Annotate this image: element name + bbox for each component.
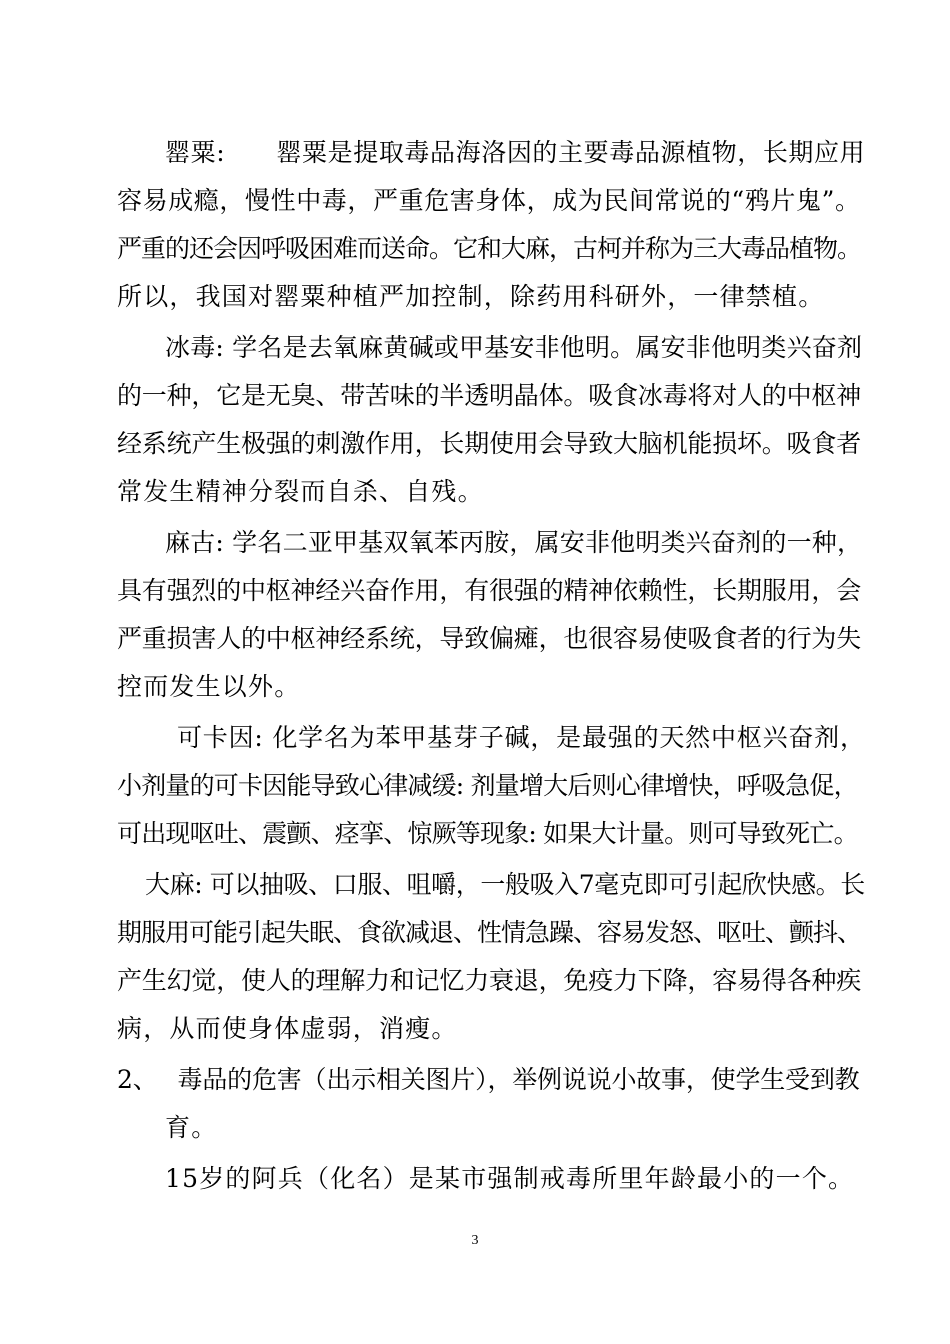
text-line: 罂粟: 罂粟是提取毒品海洛因的主要毒品源植物，长期应用 bbox=[165, 138, 866, 167]
text-line: 麻古: 学名二亚甲基双氧苯丙胺，属安非他明类兴奋剂的一种， bbox=[165, 528, 863, 557]
text-line: 常发生精神分裂而自杀、自残。 bbox=[117, 477, 484, 506]
text-line: 控而发生以外。 bbox=[117, 672, 301, 701]
text-line: 2、 毒品的危害（出示相关图片），举例说说小故事，使学生受到教 bbox=[117, 1065, 860, 1094]
text-line: 大麻: 可以抽吸、口服、咀嚼，一般吸入7毫克即可引起欣快感。长 bbox=[145, 870, 865, 899]
text-line: 的一种，它是无臭、带苦味的半透明晶体。吸食冰毒将对人的中枢神 bbox=[117, 381, 862, 410]
text-line: 小剂量的可卡因能导致心律减缓: 剂量增大后则心律增快，呼吸急促， bbox=[117, 771, 858, 800]
text-line: 严重损害人的中枢神经系统，导致偏瘫，也很容易使吸食者的行为失 bbox=[117, 624, 862, 653]
page-number: 3 bbox=[471, 1233, 479, 1248]
text-line: 经系统产生极强的刺激作用，长期使用会导致大脑机能损坏。吸食者 bbox=[117, 429, 862, 458]
text-line: 可出现呕吐、震颤、痉挛、惊厥等现象: 如果大计量。则可导致死亡。 bbox=[117, 819, 858, 848]
text-line: 可卡因: 化学名为苯甲基芽子碱，是最强的天然中枢兴奋剂， bbox=[177, 723, 866, 752]
text-line: 期服用可能引起失眠、食欲减退、性情急躁、容易发怒、呕吐、颤抖、 bbox=[117, 918, 862, 947]
text-line: 病，从而使身体虚弱，消瘦。 bbox=[117, 1014, 458, 1043]
text-line: 产生幻觉，使人的理解力和记忆力衰退，免疫力下降，容易得各种疾 bbox=[117, 966, 862, 995]
text-line: 冰毒: 学名是去氧麻黄碱或甲基安非他明。属安非他明类兴奋剂 bbox=[165, 333, 863, 362]
text-line: 所以，我国对罂粟种植严加控制，除药用科研外，一律禁植。 bbox=[117, 282, 825, 311]
text-line: 具有强烈的中枢神经兴奋作用，有很强的精神依赖性，长期服用，会 bbox=[117, 576, 862, 605]
text-line: 15岁的阿兵（化名）是某市强制戒毒所里年龄最小的一个。 bbox=[165, 1164, 855, 1193]
text-line: 育。 bbox=[165, 1113, 218, 1142]
text-line: 容易成瘾，慢性中毒，严重危害身体，成为民间常说的“鸦片鬼”。 bbox=[117, 186, 861, 215]
text-line: 严重的还会因呼吸困难而送命。它和大麻，古柯并称为三大毒品植物。 bbox=[117, 234, 862, 263]
